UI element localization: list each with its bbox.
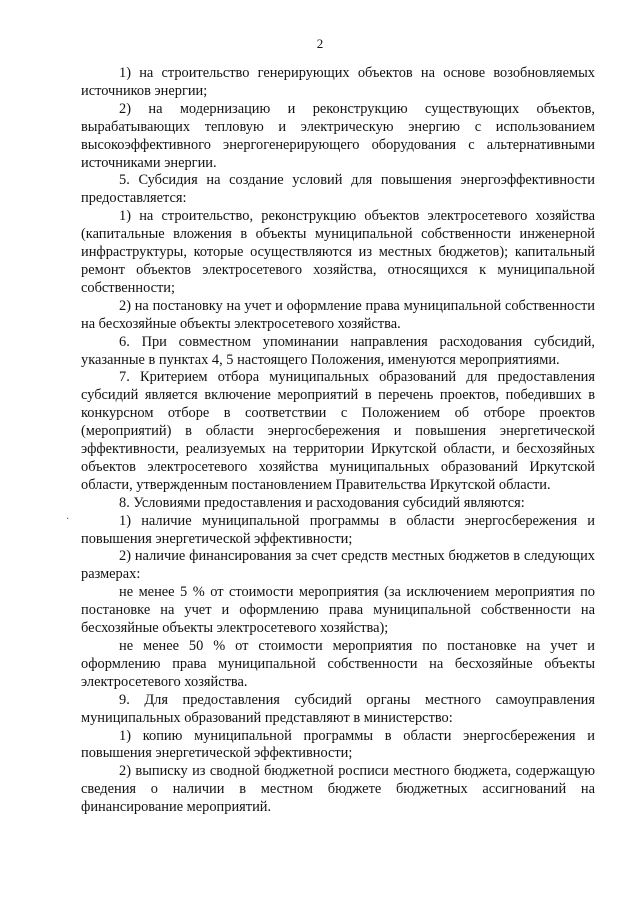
paragraph-9: 9. Для предоставления субсидий органы местного самоуправления муниципальных образований представляют в министерство: [81, 691, 595, 726]
paragraph-8: 8. Условиями предоставления и расходования субсидий являются: [119, 494, 525, 511]
paragraph-9-1: 1) копию муниципальной программы в области энергосбережения и повышения энергетической эффективности; [81, 727, 595, 762]
paragraph-8-2: 2) наличие финансирования за счет средств местных бюджетов в следующих размерах: [81, 548, 595, 583]
paragraph-8-1: 1) наличие муниципальной программы в области энергосбережения и повышения энергетической эффективности; [81, 512, 595, 547]
paragraph-5-1: 1) на строительство, реконструкцию объектов электросетевого хозяйства (капитальные вложения в объекты муниципальной собственности инженерной инфраструктуры, которые осуществляются из местных бюджетов); капитальный ремонт объектов электросетевого хозяйства, относящихся к муниципальной собственности; [81, 208, 595, 296]
paragraph-5: 5. Субсидия на создание условий для повышения энергоэффективности предоставляется: [81, 172, 595, 207]
document-body [81, 65, 595, 817]
paragraph-8-2-b: не менее 50 % от стоимости мероприятия по постановке на учет и оформлению права муниципальной собственности на бесхозяйные объекты электросетевого хозяйства. [81, 638, 595, 690]
page-number: 2 [316, 36, 324, 51]
paragraph-7: 7. Критерием отбора муниципальных образований для предоставления субсидий является включение мероприятий в перечень проектов, победивших в конкурсном отборе в соответствии с Положением об отборе проектов (мероприятий) в области энергосбережения и повышения энергетической эффективности, реализуемых на территории Иркутской области, и бесхозяйных объектов электросетевого хозяйства муниципальных образований Иркутской области, утвержденным постановлением Правительства Иркутской области. [81, 369, 595, 493]
paragraph-8-2-a: не менее 5 % от стоимости мероприятия (за исключением мероприятия по постановке на учет и оформлению права муниципальной собственности на бесхозяйные объекты электросетевого хозяйства); [81, 584, 595, 637]
paragraph-6: 6. При совместном упоминании направления расходования субсидий, указанные в пунктах 4, 5 настоящего Положения, именуются мероприятиями. [81, 333, 595, 368]
paragraph-4-1: 1) на строительство генерирующих объектов на основе возобновляемых источников энергии; [81, 65, 595, 99]
paragraph-5-2: 2) на постановку на учет и оформление права муниципальной собственности на бесхозяйные объекты электросетевого хозяйства. [81, 297, 595, 332]
paragraph-4-2: 2) на модернизацию и реконструкцию существующих объектов, вырабатывающих тепловую и электрическую энергию с использованием высокоэффективного энергогенерирующего оборудования с альтернативными источниками энергии. [81, 100, 595, 171]
paragraph-9-2: 2) выписку из сводной бюджетной росписи местного бюджета, содержащую сведения о наличии в местном бюджете бюджетных ассигнований на финансирование мероприятий. [81, 763, 595, 816]
scan-artifact-mark: · [66, 514, 70, 525]
